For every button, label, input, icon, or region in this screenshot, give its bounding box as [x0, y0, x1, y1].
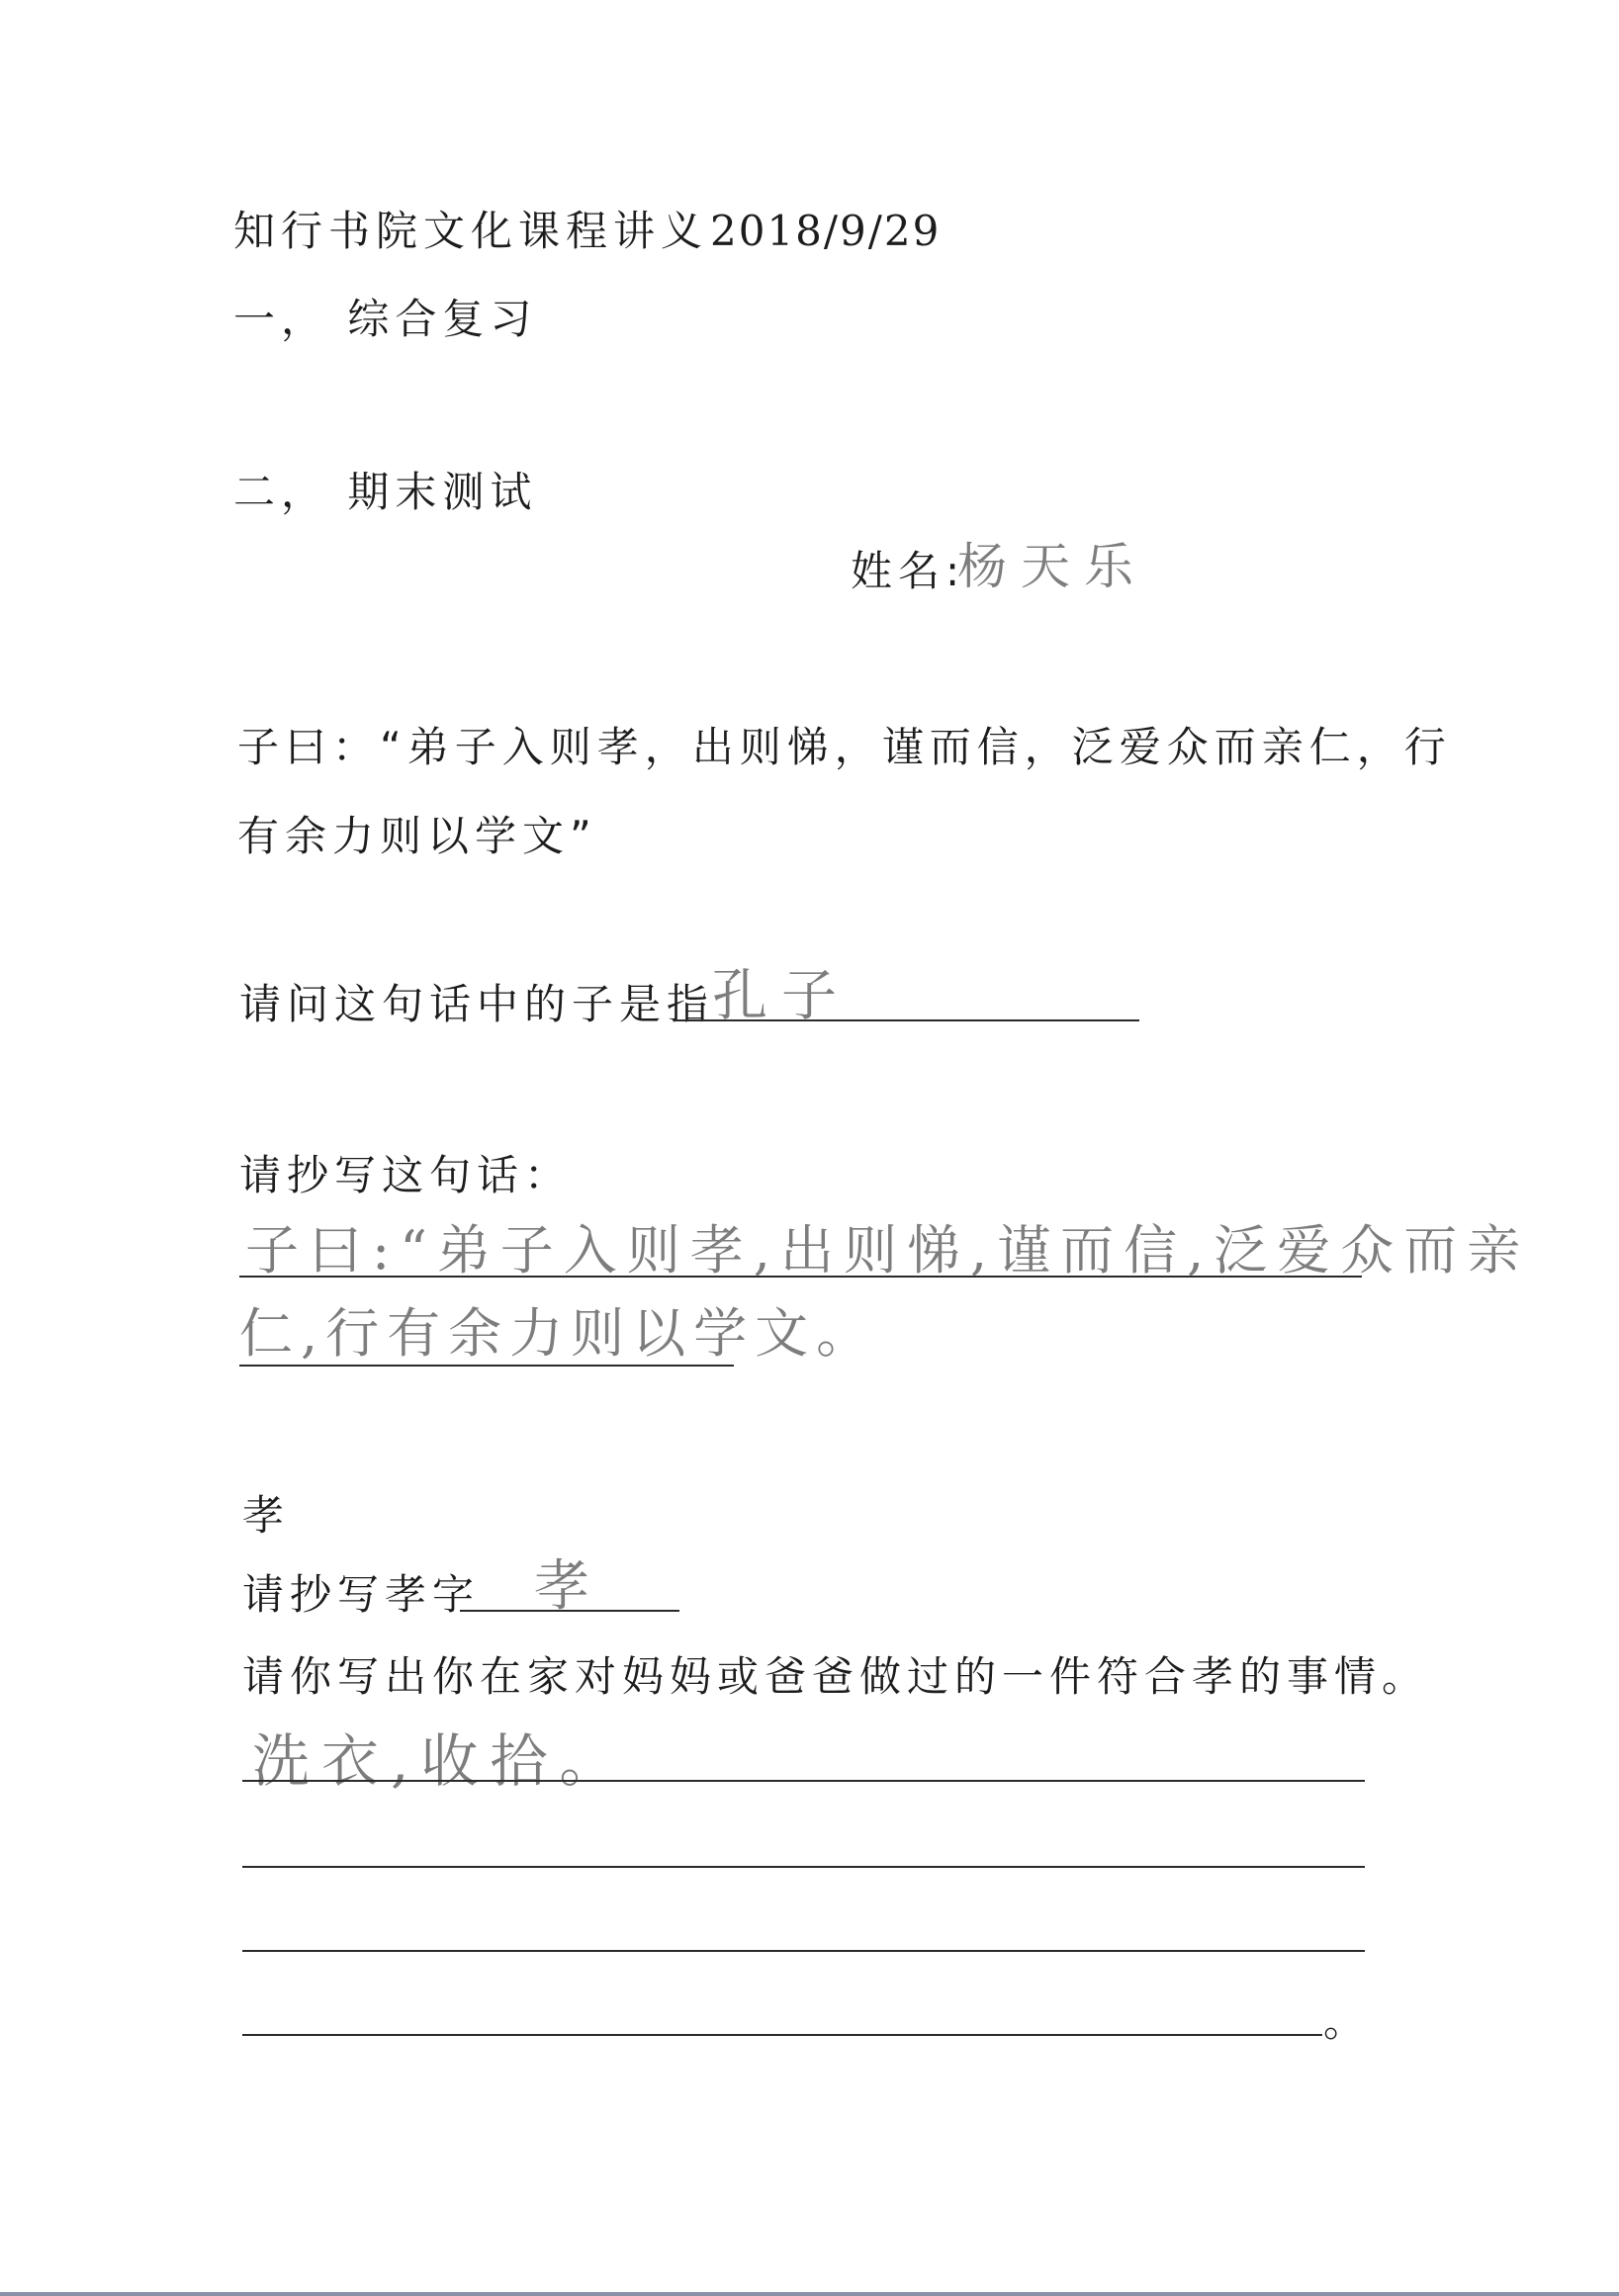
quote-line-1: 子曰：“弟子入则孝，出则悌，谨而信，泛爱众而亲仁，行 — [237, 723, 1452, 771]
section-one-heading: 一， 综合复习 — [233, 295, 538, 343]
xiao-story-answer: 洗衣,收拾。 — [252, 1727, 629, 1795]
xiao-story-prompt: 请你写出你在家对妈妈或爸爸做过的一件符合孝的事情。 — [242, 1652, 1430, 1701]
xiao-story-line-4 — [242, 2034, 1322, 2036]
question-2-prompt: 请抄写这句话： — [239, 1151, 573, 1199]
quote-line-2: 有余力则以学文” — [237, 812, 597, 860]
xiao-story-end-mark: 。 — [1323, 1997, 1372, 2046]
scan-bottom-edge — [0, 2292, 1619, 2296]
question-2-answer-line-2: 仁,行有余力则以学文。 — [239, 1302, 878, 1365]
question-1-answer-line — [675, 1019, 1139, 1021]
xiao-copy-answer-line — [460, 1610, 679, 1612]
xiao-heading: 孝 — [242, 1491, 291, 1540]
xiao-copy-prompt: 请抄写孝字 — [242, 1570, 481, 1619]
xiao-story-line-2 — [242, 1866, 1365, 1868]
section-two-heading: 二， 期末测试 — [233, 468, 538, 516]
question-2-answer-line-1: 子曰:“弟子入则孝,出则悌,谨而信,泛爱众而亲 — [245, 1219, 1531, 1281]
xiao-copy-answer: 孝 — [534, 1554, 603, 1619]
question-2-answer-line-2-rule — [239, 1365, 734, 1367]
question-1-prompt: 请问这句话中的子是指 — [239, 980, 715, 1028]
course-title: 知行书院文化课程讲义 — [233, 207, 709, 255]
course-date: 2018/9/29 — [710, 207, 942, 255]
xiao-story-line-3 — [242, 1950, 1365, 1952]
question-1-answer: 孔子 — [712, 964, 851, 1028]
xiao-story-line-1 — [242, 1780, 1365, 1782]
name-label: 姓名: — [851, 547, 966, 595]
name-value: 杨天乐 — [957, 538, 1147, 595]
question-2-answer-line-1-rule — [239, 1276, 1362, 1278]
